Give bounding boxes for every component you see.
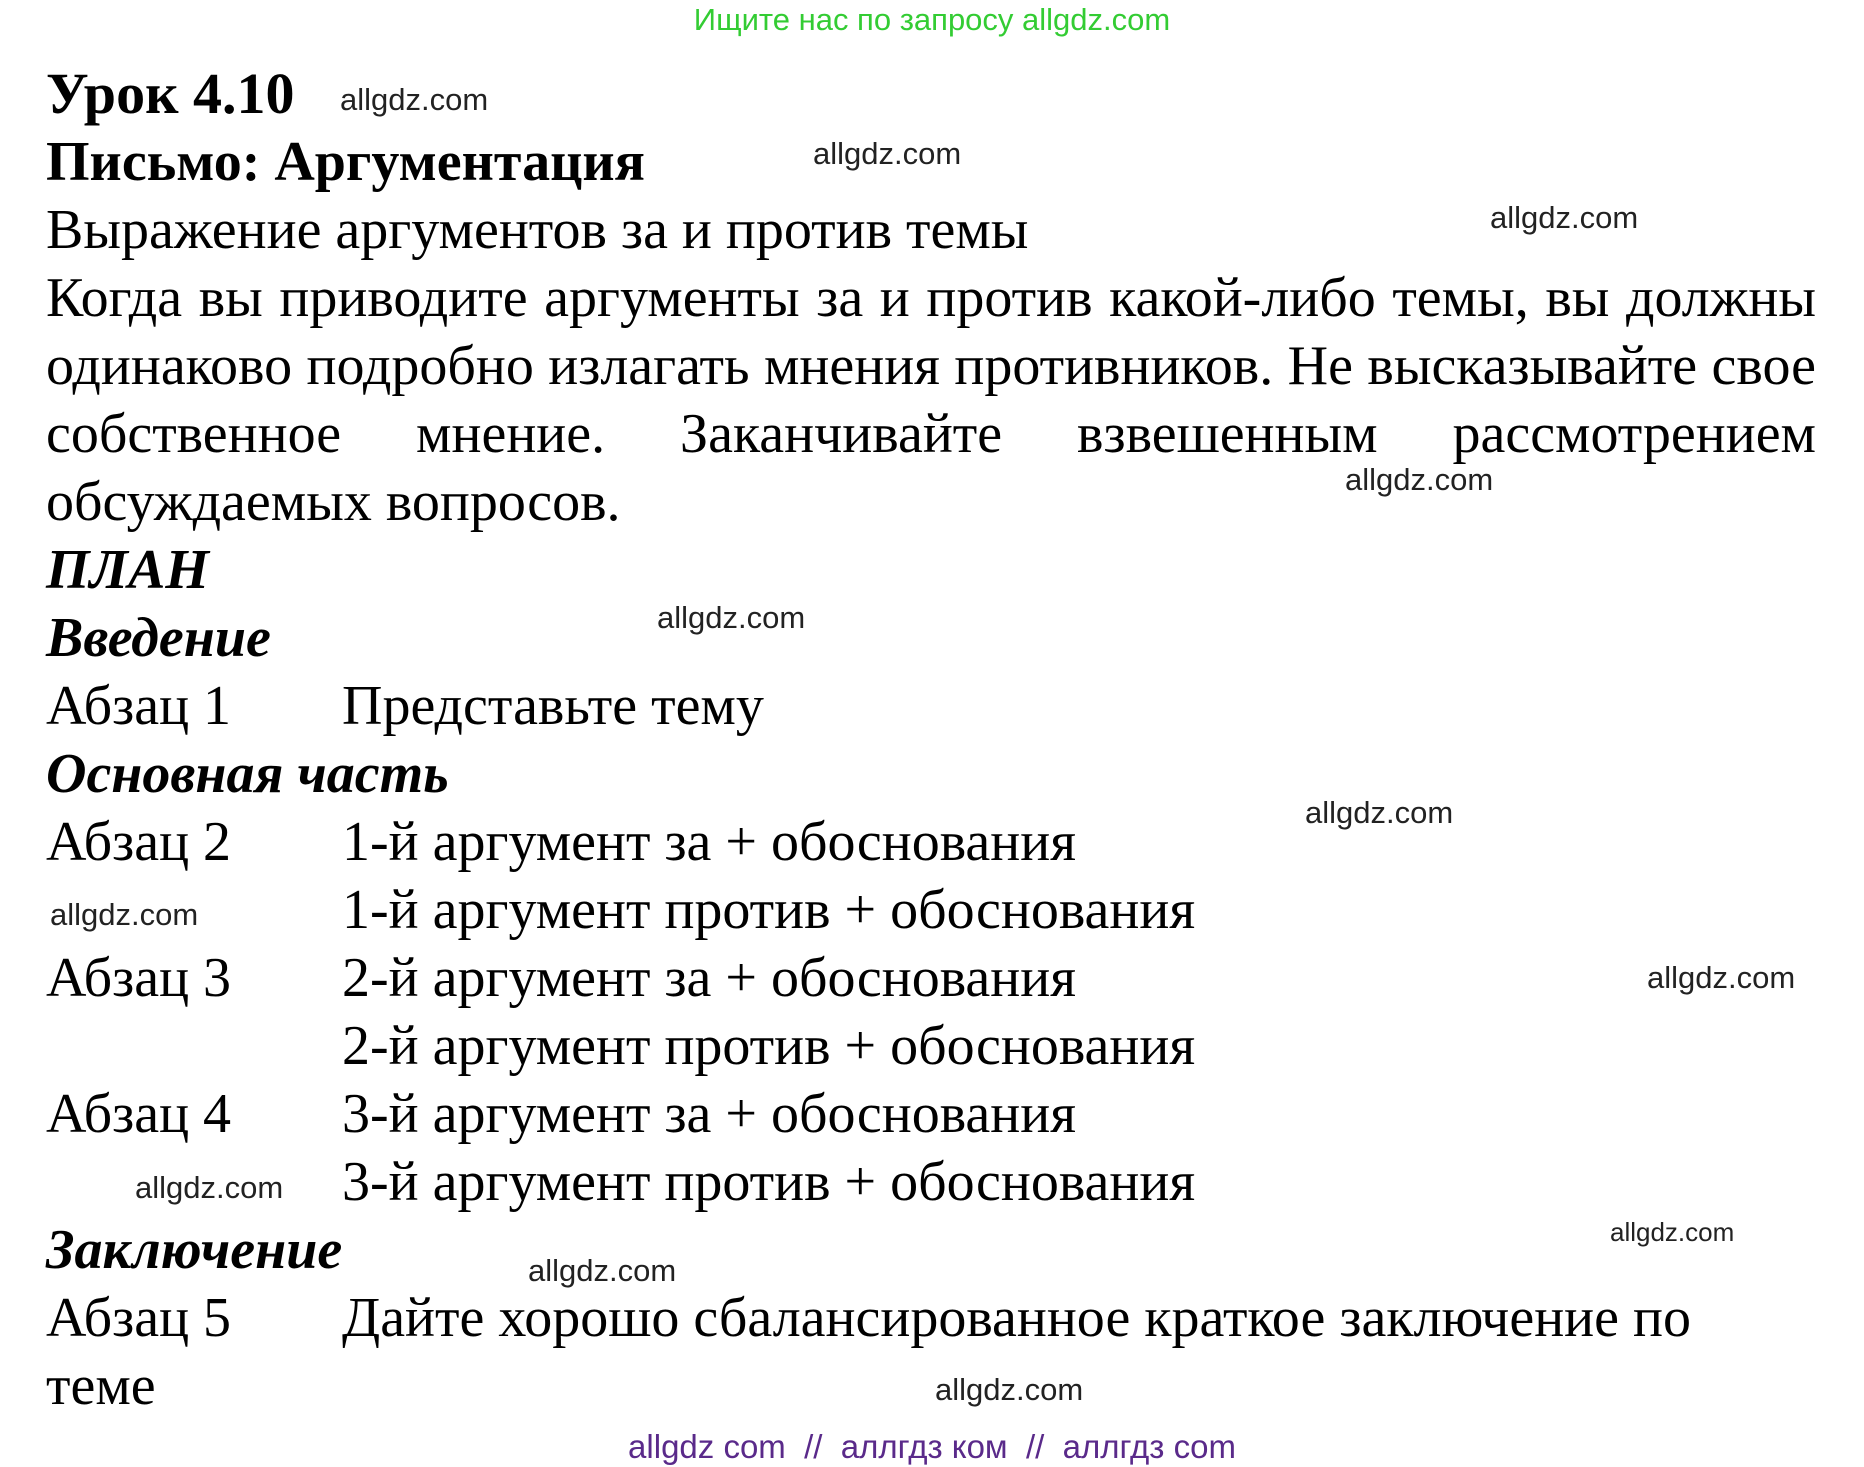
plan-row [46,1080,1816,1148]
paragraph-text: Дайте хорошо сбалансированное краткое заключение по [342,1287,1691,1349]
plan-row [46,1148,1816,1216]
watermark-text: allgdz.com [50,897,199,932]
paragraph-text: 1-й аргумент против + обоснования [342,879,1196,941]
watermark-text: allgdz.com [1647,960,1796,995]
plan-row [46,1284,1816,1352]
plan-row [46,808,1816,876]
paragraph-label [46,1012,342,1080]
plan-row [46,944,1816,1012]
lesson-intro: Когда вы приводите аргументы за и против какой-либо темы, вы должны одинаково подробно излагать мнения противников. Не высказывайте свое собственное мнение. Заканчивайте взвешенным рассмотрением обсуждаемых вопросов. [46,267,1816,533]
watermark-text: allgdz.com [340,82,489,117]
plan-row [46,876,1816,944]
paragraph-text: 3-й аргумент против + обоснования [342,1151,1196,1213]
watermark-text: allgdz.com [813,136,962,171]
paragraph-text: 2-й аргумент за + обоснования [342,947,1076,1009]
paragraph-label: Абзац 3 [46,947,232,1009]
watermark-text: allgdz.com [1490,200,1639,235]
top-banner: Ищите нас по запросу allgdz.com [693,2,1171,37]
watermark-text: allgdz.com [935,1372,1084,1407]
watermark-text: allgdz.com [657,600,806,635]
paragraph-label: Абзац 5 [46,1287,232,1349]
paragraph-label: Абзац 2 [46,811,232,873]
watermark-text: allgdz.com [1610,1217,1735,1247]
paragraph-text: Представьте тему [342,675,764,737]
watermark-text: allgdz.com [1345,462,1494,497]
paragraph-text: 3-й аргумент за + обоснования [342,1083,1076,1145]
watermark-text: allgdz.com [528,1253,677,1288]
watermark-text: allgdz.com [1305,795,1454,830]
lesson-subtitle: Выражение аргументов за и против темы [46,199,1029,261]
plan-heading: ПЛАН [46,539,209,601]
watermark-text: allgdz.com [135,1170,284,1205]
plan-row [46,672,1816,740]
conclusion-continuation: теме [46,1355,156,1417]
document-body [46,60,1816,1420]
main-part-heading: Основная часть [46,743,449,805]
paragraph-label: Абзац 1 [46,675,232,737]
paragraph-text: 2-й аргумент против + обоснования [342,1015,1196,1077]
paragraph-text: 1-й аргумент за + обоснования [342,811,1076,873]
introduction-heading: Введение [46,607,271,669]
conclusion-heading: Заключение [46,1219,343,1281]
lesson-topic: Письмо: Аргументация [46,131,645,193]
footer-watermark: allgdz com // аллгдз ком // аллгдз com [628,1428,1236,1465]
lesson-number: Урок 4.10 [46,61,295,126]
paragraph-label: Абзац 4 [46,1083,232,1145]
plan-row [46,1012,1816,1080]
